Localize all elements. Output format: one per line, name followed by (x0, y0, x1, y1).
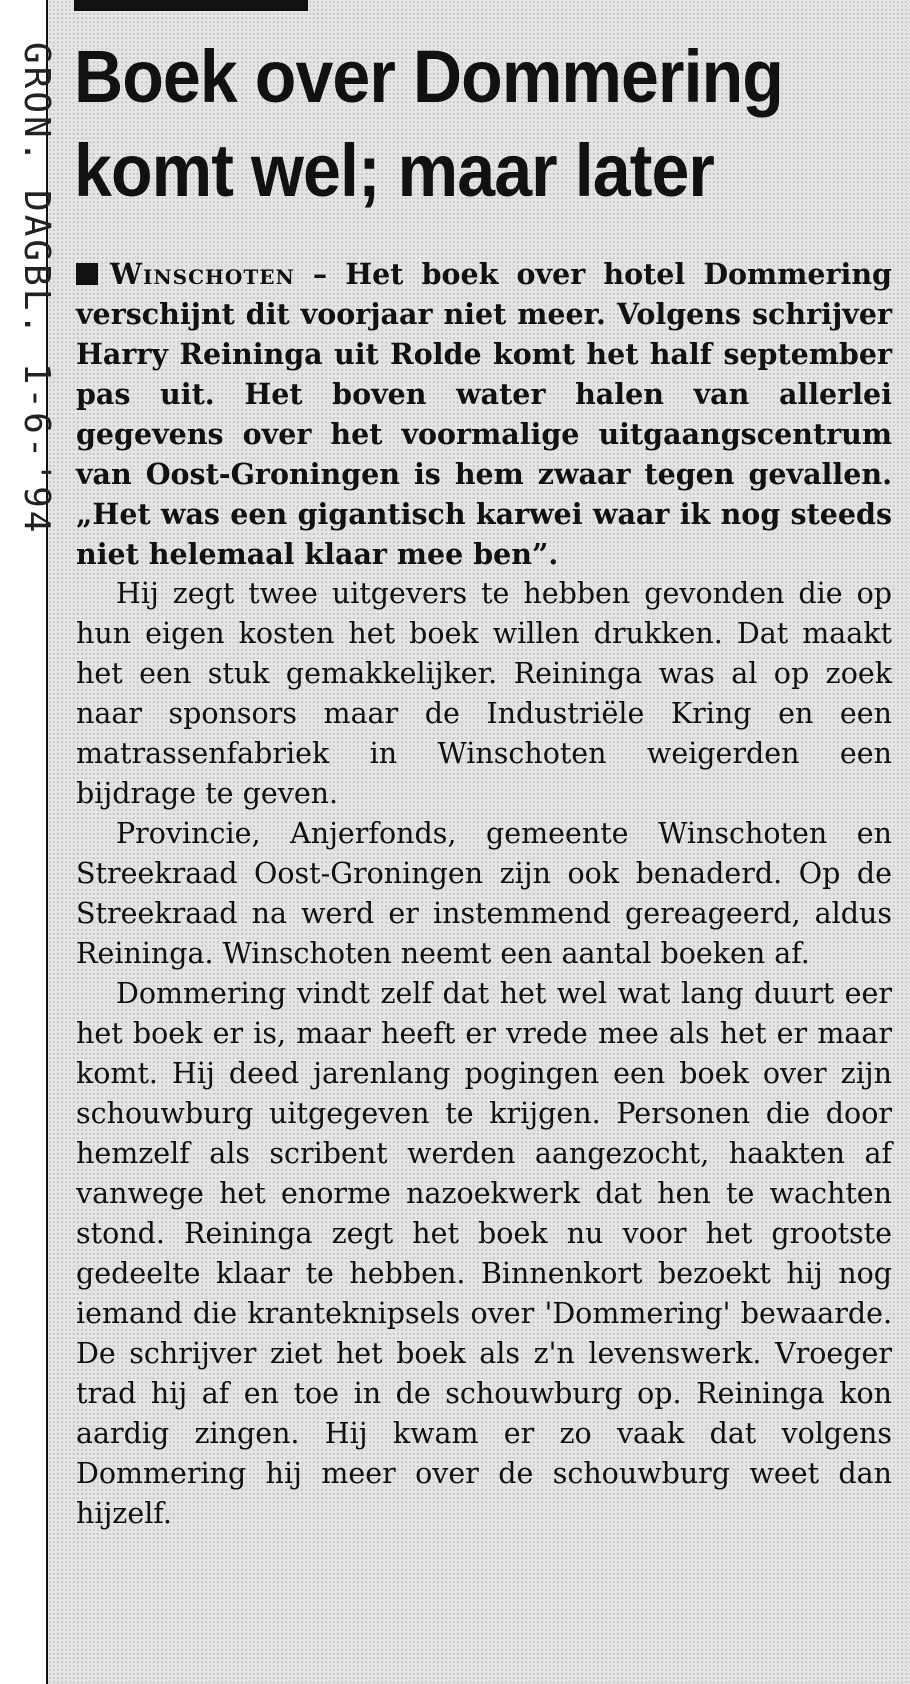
dateline: Winschoten (110, 257, 295, 291)
dateline-dash: – (312, 257, 328, 291)
lead-paragraph (76, 254, 892, 574)
article-body (76, 254, 892, 1534)
headline-line-2: komt wel; maar later (74, 129, 714, 212)
lead-text: Het boek over hotel Dommering verschijnt dit voorjaar niet meer. Volgens schrijver Harry Reininga uit Rolde komt het half september pas uit. Het boven water halen van allerlei gegevens over het voormalige uitgaangscentrum van Oost-Groningen is hem zwaar tegen gevallen. „Het was een gigantisch karwei waar ik nog steeds niet helemaal klaar mee ben”. (76, 257, 892, 571)
headline (74, 30, 838, 218)
square-bullet-icon (76, 263, 98, 285)
body-paragraph-3: Dommering vindt zelf dat het wel wat lang duurt eer het boek er is, maar heeft er vrede mee als het er maar komt. Hij deed jarenlang pogingen een boek over zijn schouwburg uitgegeven te krijgen. Personen die door hemzelf als scribent werden aangezocht, haakten af vanwege het enorme nazoekwerk dat hen te wachten stond. Reininga zegt het boek nu voor het grootste gedeelte klaar te hebben. Binnenkort bezoekt hij nog iemand die kranteknipsels over 'Dommering' bewaarde. De schrijver ziet het boek als z'n levenswerk. Vroeger trad hij af en toe in de schouwburg op. Reininga kon aardig zingen. Hij kwam er zo vaak dat volgens Dommering hij meer over de schouwburg weet dan hijzelf. (76, 977, 892, 1530)
body-paragraph-2: Provincie, Anjerfonds, gemeente Winschoten en Streekraad Oost-Groningen zijn ook benaderd. Op de Streekraad na werd er instemmend gereageerd, aldus Reininga. Winschoten neemt een aantal boeken af. (76, 817, 892, 970)
handwritten-source-note: GRON. DAGBL. 1-6-'94 (16, 42, 57, 536)
headline-line-1: Boek over Dommering (74, 35, 783, 118)
body-paragraph-1: Hij zegt twee uitgevers te hebben gevonden die op hun eigen kosten het boek willen drukken. Dat maakt het een stuk gemakkelijker. Reininga was al op zoek naar sponsors maar de Industriële Kring en een matrassenfabriek in Winschoten weigerden een bijdrage te geven. (76, 577, 892, 810)
section-bar (74, 0, 308, 11)
